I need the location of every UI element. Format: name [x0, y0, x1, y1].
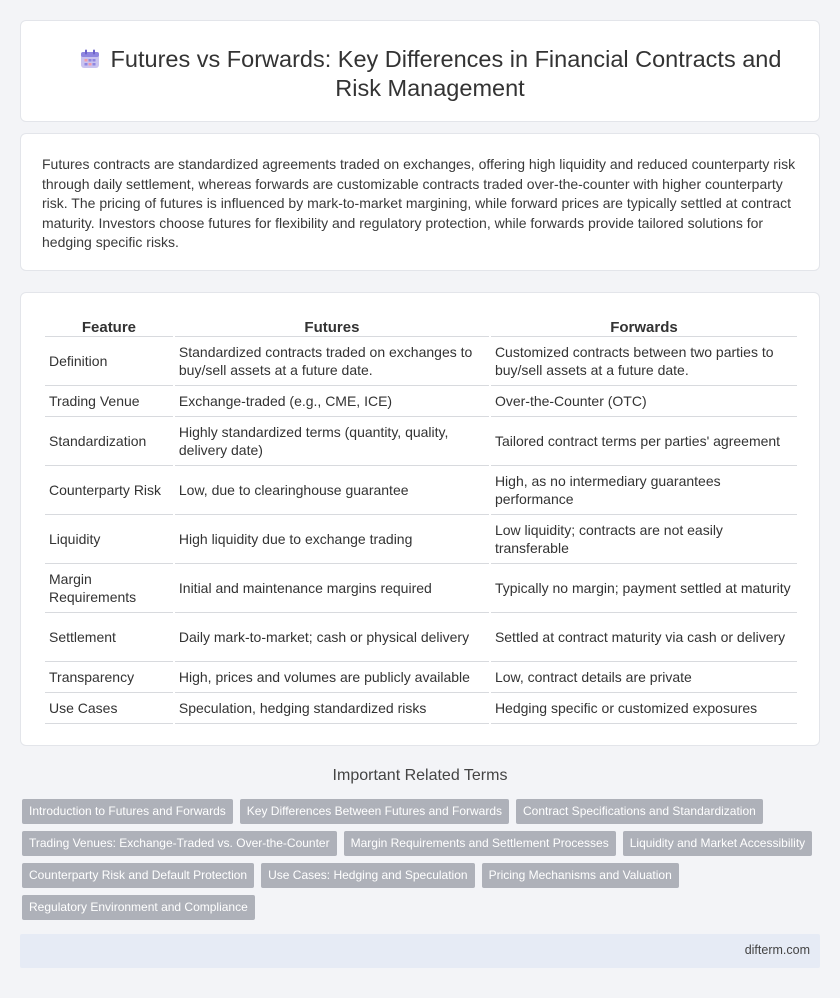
feature-cell: Transparency	[45, 662, 173, 693]
feature-cell: Liquidity	[45, 515, 173, 564]
calendar-icon	[79, 48, 101, 70]
page-title	[61, 45, 799, 103]
header-card	[20, 20, 820, 122]
feature-cell: Definition	[45, 337, 173, 386]
forwards-cell: Typically no margin; payment settled at maturity	[491, 564, 797, 613]
related-term-tag[interactable]: Contract Specifications and Standardization	[516, 799, 763, 824]
related-term-tag[interactable]: Margin Requirements and Settlement Processes	[344, 831, 616, 856]
comparison-card	[20, 292, 820, 746]
related-term-tag[interactable]: Trading Venues: Exchange-Traded vs. Over-the-Counter	[22, 831, 337, 856]
related-terms-title: Important Related Terms	[332, 767, 508, 784]
forwards-cell: Tailored contract terms per parties' agreement	[491, 417, 797, 466]
related-term-tag[interactable]: Key Differences Between Futures and Forwards	[240, 799, 509, 824]
header-futures: Futures	[175, 315, 489, 337]
summary-text: Futures contracts are standardized agreements traded on exchanges, offering high liquidity and reduced counterparty risk through daily settlement, whereas forwards are customizable contracts traded over-the-counter with higher counterparty risk. The pricing of futures is influenced by mark-to-market margining, while forward prices are typically settled at contract maturity. Investors choose futures for flexibility and regulatory protection, while forwards provide tailored solutions for hedging specific risks.	[42, 156, 796, 250]
table-row	[45, 417, 797, 466]
feature-cell: Settlement	[45, 613, 173, 662]
summary-card	[20, 133, 820, 271]
header-feature: Feature	[45, 315, 173, 337]
feature-cell: Trading Venue	[45, 386, 173, 417]
footer	[20, 934, 820, 968]
feature-cell: Counterparty Risk	[45, 466, 173, 515]
table-row	[45, 515, 797, 564]
futures-cell: Speculation, hedging standardized risks	[175, 693, 489, 724]
forwards-cell: Low, contract details are private	[491, 662, 797, 693]
related-term-tag[interactable]: Use Cases: Hedging and Speculation	[261, 863, 474, 888]
futures-cell: Initial and maintenance margins required	[175, 564, 489, 613]
forwards-cell: Settled at contract maturity via cash or delivery	[491, 613, 797, 662]
forwards-cell: Low liquidity; contracts are not easily transferable	[491, 515, 797, 564]
table-row	[45, 564, 797, 613]
feature-cell: Use Cases	[45, 693, 173, 724]
forwards-cell: High, as no intermediary guarantees performance	[491, 466, 797, 515]
futures-cell: Standardized contracts traded on exchanges to buy/sell assets at a future date.	[175, 337, 489, 386]
table-row	[45, 613, 797, 662]
feature-cell: Margin Requirements	[45, 564, 173, 613]
table-row	[45, 662, 797, 693]
table-row	[45, 466, 797, 515]
comparison-table	[43, 315, 799, 724]
futures-cell: Daily mark-to-market; cash or physical delivery	[175, 613, 489, 662]
forwards-cell: Hedging specific or customized exposures	[491, 693, 797, 724]
related-term-tag[interactable]: Pricing Mechanisms and Valuation	[482, 863, 679, 888]
table-header-row	[45, 315, 797, 337]
related-term-tag[interactable]: Introduction to Futures and Forwards	[22, 799, 233, 824]
table-row	[45, 386, 797, 417]
table-row	[45, 337, 797, 386]
futures-cell: High liquidity due to exchange trading	[175, 515, 489, 564]
futures-cell: Exchange-traded (e.g., CME, ICE)	[175, 386, 489, 417]
forwards-cell: Customized contracts between two parties to buy/sell assets at a future date.	[491, 337, 797, 386]
related-term-tag[interactable]: Liquidity and Market Accessibility	[623, 831, 812, 856]
related-term-tag[interactable]: Counterparty Risk and Default Protection	[22, 863, 254, 888]
futures-cell: High, prices and volumes are publicly available	[175, 662, 489, 693]
feature-cell: Standardization	[45, 417, 173, 466]
page-title-text: Futures vs Forwards: Key Differences in Financial Contracts and Risk Management	[110, 46, 782, 101]
table-row	[45, 693, 797, 724]
header-forwards: Forwards	[491, 315, 797, 337]
futures-cell: Low, due to clearinghouse guarantee	[175, 466, 489, 515]
forwards-cell: Over-the-Counter (OTC)	[491, 386, 797, 417]
footer-site-link[interactable]: difterm.com	[744, 943, 810, 957]
related-terms-list	[22, 799, 822, 920]
related-term-tag[interactable]: Regulatory Environment and Compliance	[22, 895, 255, 920]
futures-cell: Highly standardized terms (quantity, quality, delivery date)	[175, 417, 489, 466]
